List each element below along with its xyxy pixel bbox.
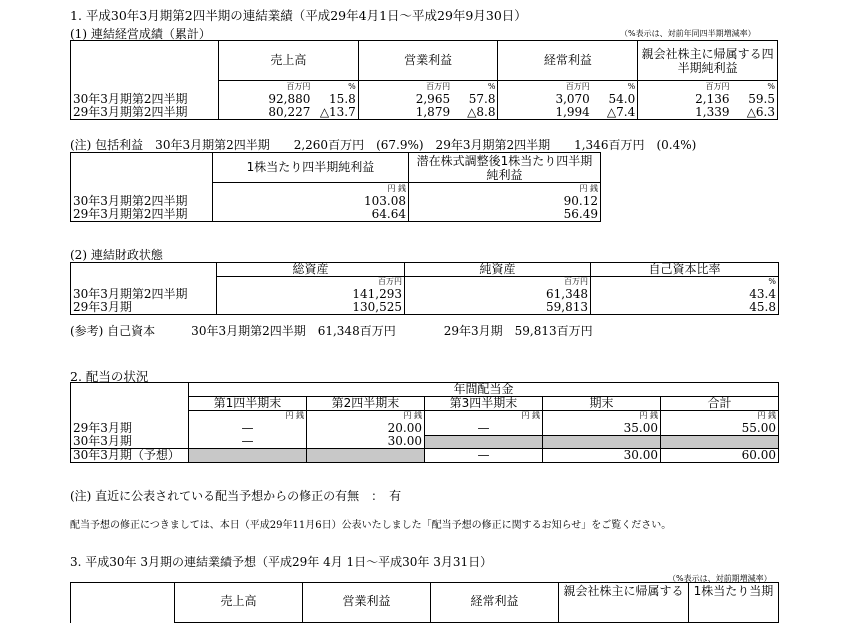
cell-empty	[307, 449, 425, 463]
section1-note: （%表示は、対前年同四半期増減率）	[620, 29, 756, 38]
cell-value: △7.4	[592, 106, 638, 120]
section3-note: （%表示は、対前期増減率）	[668, 574, 772, 583]
header-total-assets: 総資産	[217, 263, 405, 277]
unit-label: 円 銭	[307, 411, 425, 422]
reference-equity-note: (参考) 自己資本 30年3月期第2四半期 61,348百万円 29年3月期 59,813百万円	[70, 324, 593, 338]
row-label: 30年3月期第2四半期	[71, 195, 213, 208]
cell-value: 90.12	[409, 195, 601, 208]
unit-label: 円 銭	[425, 411, 543, 422]
cell-value: 92,880	[219, 93, 313, 106]
header-net-income: 親会社株主に帰属する四半期純利益	[638, 41, 778, 81]
unit-label: 百万円	[405, 277, 591, 288]
header-sales: 売上高	[219, 41, 359, 81]
header-net-assets: 純資産	[405, 263, 591, 277]
cell-value: 20.00	[307, 422, 425, 436]
unit-label: %	[732, 81, 778, 93]
header-annual-dividend: 年間配当金	[189, 383, 779, 397]
cell-value: 1,994	[498, 106, 592, 120]
cell-value: 80,227	[219, 106, 313, 120]
unit-label: 百万円	[638, 81, 732, 93]
cell-value: 45.8	[591, 301, 779, 315]
cell-value: 2,965	[358, 93, 452, 106]
cell-value: —	[425, 422, 543, 436]
cell-value: 55.00	[661, 422, 779, 436]
dividends-table	[70, 382, 779, 463]
cell-value: 141,293	[217, 288, 405, 301]
cell-value: 64.64	[213, 208, 409, 222]
header-diluted-eps: 潜在株式調整後1株当たり四半期純利益	[409, 153, 601, 183]
unit-label: %	[312, 81, 358, 93]
section-financial-position-title: (2) 連結財政状態	[70, 248, 163, 262]
cell-value: △8.8	[452, 106, 498, 120]
row-label: 30年3月期第2四半期	[71, 288, 217, 301]
header-q1-end: 第1四半期末	[189, 397, 307, 411]
cell-value: 35.00	[543, 422, 661, 436]
row-label: 29年3月期第2四半期	[71, 208, 213, 222]
cell-value: 59,813	[405, 301, 591, 315]
dividend-revision-detail: 配当予想の修正につきましては、本日（平成29年11月6日）公表いたしました「配当予想の修正に関するお知らせ」をご覧ください。	[70, 520, 672, 531]
cell-value: 59.5	[732, 93, 778, 106]
unit-label: 百万円	[498, 81, 592, 93]
unit-label: 百万円	[217, 277, 405, 288]
cell-value: 1,339	[638, 106, 732, 120]
unit-label: 円 銭	[409, 183, 601, 195]
header-operating-income: 営業利益	[358, 41, 498, 81]
dividend-revision-note: (注) 直近に公表されている配当予想からの修正の有無 ： 有	[70, 489, 402, 503]
cell-value: 57.8	[452, 93, 498, 106]
forecast-table	[70, 582, 779, 623]
header-operating-income: 営業利益	[303, 583, 431, 623]
cell-value: 30.00	[543, 449, 661, 463]
row-label: 29年3月期	[71, 301, 217, 315]
unit-label: 百万円	[219, 81, 313, 93]
results-corner	[71, 41, 219, 81]
header-q3-end: 第3四半期末	[425, 397, 543, 411]
unit-label: %	[591, 277, 779, 288]
section3-title: 3. 平成30年 3月期の連結業績予想（平成29年 4月 1日～平成30年 3月31日）	[70, 555, 493, 569]
header-ordinary-income: 経常利益	[431, 583, 559, 623]
cell-value: 3,070	[498, 93, 592, 106]
row-label: 29年3月期第2四半期	[71, 106, 219, 120]
header-year-end: 期末	[543, 397, 661, 411]
header-equity-ratio: 自己資本比率	[591, 263, 779, 277]
cell-value: —	[189, 422, 307, 436]
header-q2-end: 第2四半期末	[307, 397, 425, 411]
cell-value: △13.7	[312, 106, 358, 120]
header-total: 合計	[661, 397, 779, 411]
unit-label: %	[452, 81, 498, 93]
unit-label: %	[592, 81, 638, 93]
unit-label: 円 銭	[543, 411, 661, 422]
cell-value: —	[425, 449, 543, 463]
header-net-income: 親会社株主に帰属する	[559, 583, 689, 623]
cell-empty	[661, 435, 779, 449]
cell-empty	[189, 449, 307, 463]
cell-value: 61,348	[405, 288, 591, 301]
unit-label: 円 銭	[213, 183, 409, 195]
comprehensive-income-note: (注) 包括利益 30年3月期第2四半期 2,260百万円 (67.9%) 29年3月期第2四半期 1,346百万円 (0.4%)	[70, 138, 697, 152]
header-eps: 1株当たり四半期純利益	[213, 153, 409, 183]
section2-title: 2. 配当の状況	[70, 369, 149, 384]
cell-value: 1,879	[358, 106, 452, 120]
cell-value: 43.4	[591, 288, 779, 301]
header-eps: 1株当たり当期	[689, 583, 779, 623]
row-label: 30年3月期第2四半期	[71, 93, 219, 106]
unit-label: 円 銭	[189, 411, 307, 422]
section1-title: 1. 平成30年3月期第2四半期の連結業績（平成29年4月1日～平成29年9月30日）	[70, 8, 527, 23]
div-corner	[71, 383, 189, 397]
per-share-table	[70, 152, 601, 222]
cell-value: 103.08	[213, 195, 409, 208]
forecast-corner	[71, 583, 175, 623]
cell-value: 30.00	[307, 435, 425, 449]
cell-value: △6.3	[732, 106, 778, 120]
cell-value: 2,136	[638, 93, 732, 106]
cell-empty	[543, 435, 661, 449]
cell-value: 60.00	[661, 449, 779, 463]
unit-label: 百万円	[358, 81, 452, 93]
cell-value: 54.0	[592, 93, 638, 106]
fp-corner	[71, 263, 217, 277]
financial-position-table	[70, 262, 779, 315]
cell-empty	[425, 435, 543, 449]
cell-value: 130,525	[217, 301, 405, 315]
header-ordinary-income: 経常利益	[498, 41, 638, 81]
cell-value: 56.49	[409, 208, 601, 222]
section1-subtitle: (1) 連結経営成績（累計）	[70, 27, 211, 41]
per-share-corner	[71, 153, 213, 183]
cell-value: —	[189, 435, 307, 449]
header-sales: 売上高	[175, 583, 303, 623]
cell-value: 15.8	[312, 93, 358, 106]
results-table	[70, 40, 778, 120]
row-label: 30年3月期（予想）	[71, 449, 189, 463]
unit-label: 円 銭	[661, 411, 779, 422]
row-label: 30年3月期	[71, 435, 189, 449]
row-label: 29年3月期	[71, 422, 189, 436]
